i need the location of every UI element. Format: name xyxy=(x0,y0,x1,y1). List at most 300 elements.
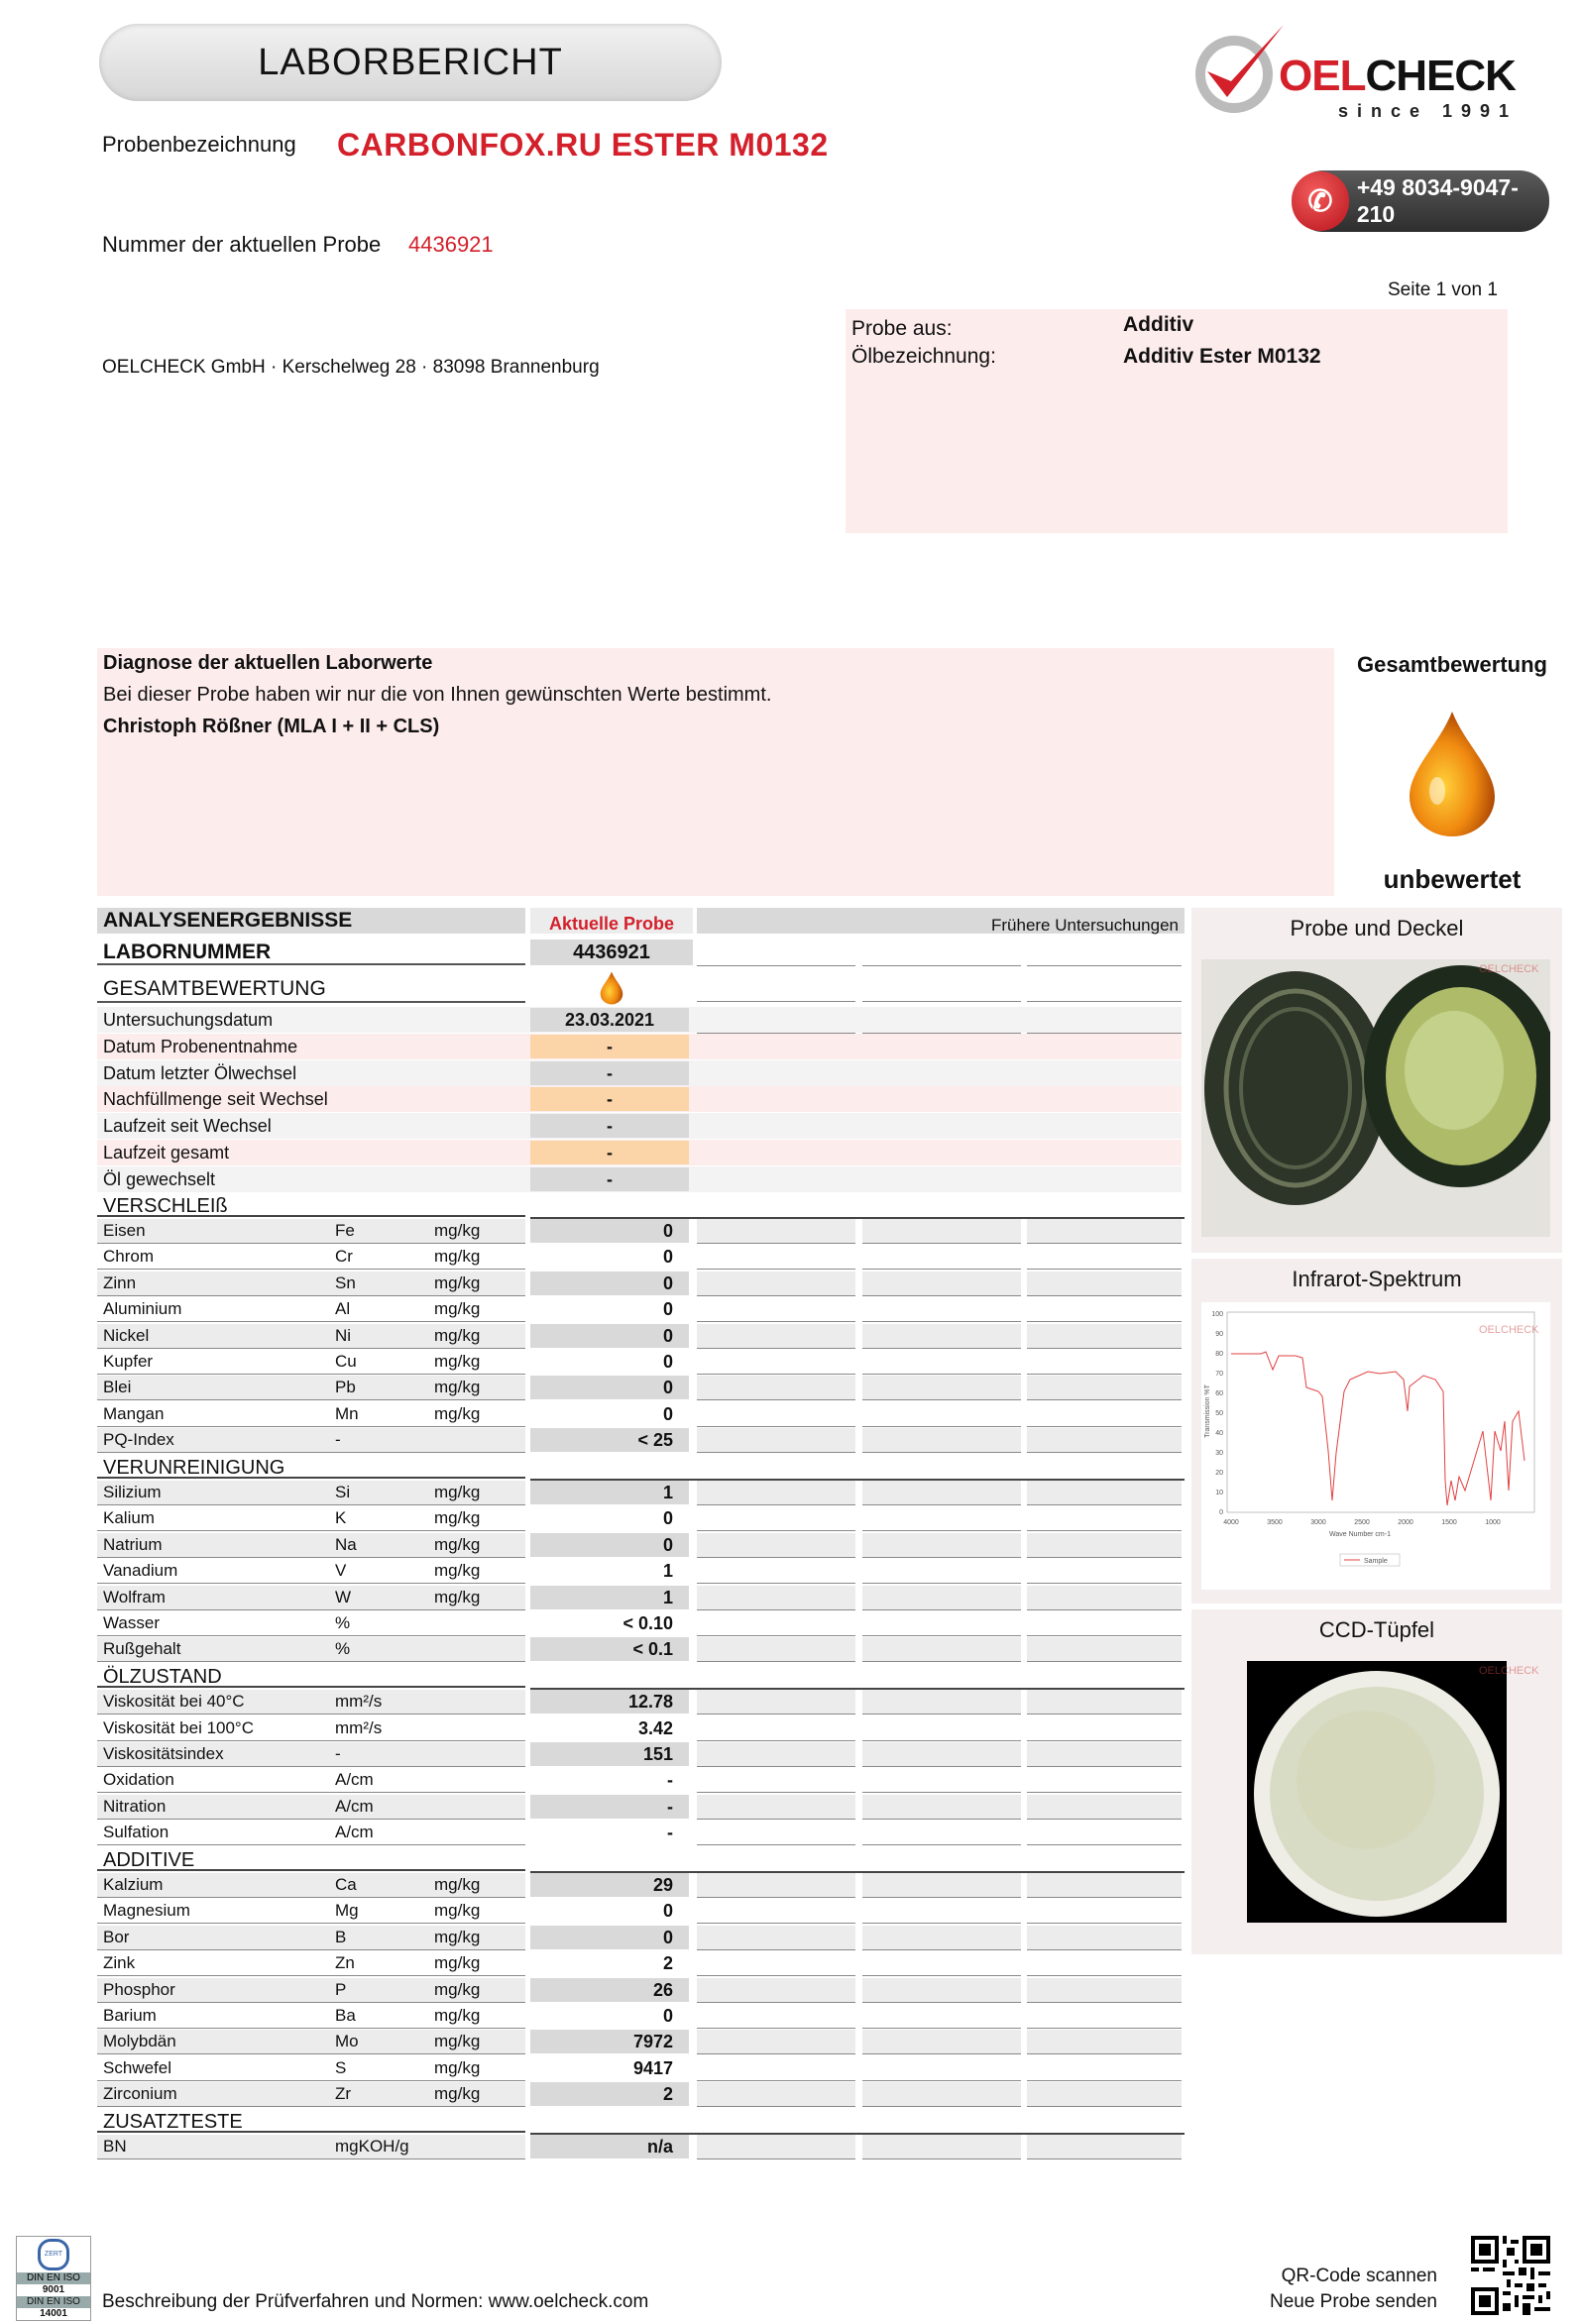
param-value: 0 xyxy=(530,1324,689,1348)
previous-cell xyxy=(862,2082,1021,2107)
previous-cell xyxy=(697,1007,855,1034)
phone-button[interactable] xyxy=(1294,170,1549,232)
previous-cell xyxy=(697,1742,855,1767)
previous-cell xyxy=(862,1272,1021,1296)
previous-cell xyxy=(697,1481,855,1505)
ir-ytick: 90 xyxy=(1215,1331,1223,1338)
param-name: Barium xyxy=(103,2006,157,2025)
param-symbol: mm²/s xyxy=(335,1692,383,1712)
param-name: Blei xyxy=(103,1378,132,1397)
sample-number: 4436921 xyxy=(408,232,494,257)
ir-legend: Sample xyxy=(1364,1558,1388,1565)
previous-cell xyxy=(862,1245,1021,1270)
previous-cell xyxy=(1027,1637,1182,1662)
param-symbol: - xyxy=(335,1430,341,1450)
ir-ytick: 20 xyxy=(1215,1470,1223,1477)
param-unit: mg/kg xyxy=(434,1299,481,1319)
section-header-line xyxy=(530,1457,1185,1481)
param-value: 0 xyxy=(662,1508,673,1529)
table-row xyxy=(97,1506,1182,1532)
previous-cell xyxy=(862,940,1021,966)
probe-info-box xyxy=(846,309,1508,533)
previous-cell xyxy=(862,2030,1021,2054)
previous-cell xyxy=(1027,1324,1182,1349)
param-value: 0 xyxy=(662,1403,673,1424)
previous-cell xyxy=(1027,1611,1182,1636)
param-symbol: A/cm xyxy=(335,1770,374,1790)
previous-cell xyxy=(862,1007,1021,1034)
oil-drop-icon xyxy=(1406,710,1499,843)
qr-code-icon[interactable] xyxy=(1471,2236,1550,2315)
param-value: - xyxy=(667,1823,673,1843)
ccd-panel xyxy=(1191,1609,1562,1954)
param-name: Viskosität bei 100°C xyxy=(103,1717,255,1737)
previous-cell xyxy=(1027,1481,1182,1505)
param-symbol: Al xyxy=(335,1299,351,1319)
previous-cell xyxy=(862,1873,1021,1898)
param-name: Schwefel xyxy=(103,2057,171,2077)
param-name: Zinn xyxy=(103,1273,137,1292)
param-symbol: % xyxy=(335,1613,351,1632)
param-symbol: Zr xyxy=(335,2084,352,2104)
ir-title: Infrarot-Spektrum xyxy=(1292,1267,1462,1291)
param-unit: mg/kg xyxy=(434,1403,481,1423)
previous-cell xyxy=(1027,1899,1182,1924)
table-row xyxy=(97,1481,1182,1506)
param-name: Nickel xyxy=(103,1325,150,1345)
table-row xyxy=(97,1899,1182,1925)
param-name: Phosphor xyxy=(103,1979,175,1999)
param-symbol: A/cm xyxy=(335,1823,374,1842)
ir-ylabel: Transmission %T xyxy=(1204,1384,1211,1438)
previous-cell xyxy=(862,1795,1021,1820)
param-name: Zirconium xyxy=(103,2084,177,2104)
previous-cell xyxy=(697,1272,855,1296)
previous-cell xyxy=(862,1559,1021,1584)
small-drop-icon xyxy=(599,971,624,1010)
param-symbol: Ca xyxy=(335,1875,357,1894)
param-name: Bor xyxy=(103,1927,130,1946)
overall-rating-value: unbewertet xyxy=(1383,864,1522,894)
param-name: Aluminium xyxy=(103,1299,182,1319)
previous-cell xyxy=(862,2004,1021,2029)
previous-cell xyxy=(697,1533,855,1558)
sample-number-label: Nummer der aktuellen Probe xyxy=(102,232,382,257)
section-header: ADDITIVE xyxy=(97,1849,525,1871)
previous-cell xyxy=(1027,1428,1182,1453)
previous-cell xyxy=(862,1611,1021,1636)
previous-cell xyxy=(697,1376,855,1400)
param-symbol: Ni xyxy=(335,1325,352,1345)
previous-cell xyxy=(697,2056,855,2081)
param-name: Kalium xyxy=(103,1508,155,1528)
previous-cell xyxy=(1027,2082,1182,2107)
previous-header: Frühere Untersuchungen xyxy=(697,908,1185,934)
previous-cell xyxy=(697,1690,855,1715)
previous-cell xyxy=(1027,1978,1182,2003)
param-value: 7972 xyxy=(530,2030,689,2053)
param-unit: mg/kg xyxy=(434,1534,481,1554)
param-name: Magnesium xyxy=(103,1901,190,1921)
ir-xtick: 1500 xyxy=(1441,1519,1457,1526)
param-symbol: W xyxy=(335,1587,352,1606)
info-row xyxy=(97,1140,1182,1165)
info-value: - xyxy=(530,1141,689,1164)
info-value: - xyxy=(530,1087,689,1111)
param-value: 0 xyxy=(530,1272,689,1295)
previous-cell xyxy=(1027,1007,1182,1034)
row-band xyxy=(97,2135,525,2159)
ir-chart xyxy=(1201,1302,1550,1590)
previous-cell xyxy=(1027,1376,1182,1400)
labnr-label: LABORNUMMER xyxy=(97,940,525,965)
param-value: 0 xyxy=(530,1219,689,1243)
previous-cell xyxy=(1027,975,1182,1002)
previous-cell xyxy=(862,1402,1021,1427)
previous-cell xyxy=(862,1637,1021,1662)
ir-ytick: 50 xyxy=(1215,1410,1223,1417)
param-symbol: Ba xyxy=(335,2006,356,2025)
param-value: 0 xyxy=(662,1299,673,1320)
previous-cell xyxy=(862,1716,1021,1741)
section-header: VERUNREINIGUNG xyxy=(97,1457,525,1479)
param-unit: mg/kg xyxy=(434,1901,481,1921)
param-value: 26 xyxy=(530,1978,689,2002)
info-label: Laufzeit seit Wechsel xyxy=(103,1116,272,1137)
previous-cell xyxy=(862,1350,1021,1375)
ccd-image xyxy=(1247,1661,1507,1923)
param-symbol: % xyxy=(335,1639,351,1659)
param-name: Rußgehalt xyxy=(103,1639,181,1659)
info-label: Laufzeit gesamt xyxy=(103,1143,230,1162)
section-header: VERSCHLEIß xyxy=(97,1195,525,1217)
previous-cell xyxy=(1027,1821,1182,1845)
previous-cell xyxy=(1027,1219,1182,1244)
ccd-title: CCD-Tüpfel xyxy=(1318,1617,1435,1642)
ir-watermark: OELCHECK xyxy=(1479,1324,1539,1336)
param-name: Nitration xyxy=(103,1796,167,1816)
table-row xyxy=(97,1716,1182,1742)
info-row xyxy=(97,1034,1182,1059)
param-value: 1 xyxy=(530,1481,689,1504)
previous-cell xyxy=(1027,1716,1182,1741)
param-value: 1 xyxy=(530,1586,689,1609)
previous-cell xyxy=(862,1506,1021,1531)
sample-name: CARBONFOX.RU ESTER M0132 xyxy=(337,127,829,163)
previous-cell xyxy=(697,1586,855,1610)
param-symbol: A/cm xyxy=(335,1796,374,1816)
previous-cell xyxy=(862,1899,1021,1924)
previous-cell xyxy=(697,2030,855,2054)
param-value: 0 xyxy=(530,1533,689,1557)
param-unit: mg/kg xyxy=(434,1221,481,1240)
sample-photo xyxy=(1201,959,1550,1237)
param-unit: mg/kg xyxy=(434,1875,481,1894)
info-value: - xyxy=(530,1167,689,1191)
table-row xyxy=(97,1350,1182,1376)
param-name: Wolfram xyxy=(103,1587,166,1606)
table-row xyxy=(97,1821,1182,1846)
previous-cell xyxy=(1027,1768,1182,1793)
param-value: 29 xyxy=(530,1873,689,1897)
param-symbol: Cr xyxy=(335,1247,353,1267)
previous-cell xyxy=(697,1402,855,1427)
section-header: ÖLZUSTAND xyxy=(97,1666,525,1688)
param-name: Chrom xyxy=(103,1247,155,1267)
table-row xyxy=(97,1402,1182,1428)
previous-cell xyxy=(862,1926,1021,1950)
previous-cell xyxy=(862,1951,1021,1976)
param-value: < 0.10 xyxy=(622,1613,673,1633)
previous-cell xyxy=(697,975,855,1002)
previous-cell xyxy=(1027,1402,1182,1427)
cert-din: DIN EN ISO xyxy=(17,2272,90,2284)
previous-cell xyxy=(862,1821,1021,1845)
previous-cell xyxy=(697,1873,855,1898)
previous-cell xyxy=(697,1350,855,1375)
param-value: 0 xyxy=(530,1376,689,1399)
param-name: Silizium xyxy=(103,1483,162,1501)
param-value: 2 xyxy=(662,1953,673,1974)
table-row xyxy=(97,2004,1182,2030)
ir-ytick: 70 xyxy=(1215,1371,1223,1378)
lab-address: OELCHECK GmbH · Kerschelweg 28 · 83098 Brannenburg xyxy=(102,357,600,378)
previous-cell xyxy=(697,1951,855,1976)
oil-name-label: Ölbezeichnung: xyxy=(851,345,996,368)
ir-ytick: 80 xyxy=(1215,1351,1223,1358)
info-label: Öl gewechselt xyxy=(103,1168,216,1189)
param-symbol: P xyxy=(335,1979,347,1999)
footer-description[interactable]: Beschreibung der Prüfverfahren und Normen: www.oelcheck.com xyxy=(102,2291,649,2312)
table-row xyxy=(97,1768,1182,1794)
param-value: 0 xyxy=(662,1352,673,1372)
param-unit: mg/kg xyxy=(434,1953,481,1973)
previous-cell xyxy=(862,2135,1021,2159)
param-name: Viskosität bei 40°C xyxy=(103,1692,245,1712)
table-row xyxy=(97,1533,1182,1559)
table-row xyxy=(97,1428,1182,1454)
previous-cell xyxy=(697,1821,855,1845)
previous-cell xyxy=(862,1324,1021,1349)
previous-cell xyxy=(1027,1926,1182,1950)
cert-14001: 14001 xyxy=(40,2308,67,2319)
table-row xyxy=(97,2056,1182,2082)
table-row xyxy=(97,2030,1182,2055)
info-label: Nachfüllmenge seit Wechsel xyxy=(103,1089,328,1110)
info-row xyxy=(97,1060,1182,1086)
param-unit: mg/kg xyxy=(434,2084,481,2104)
table-row xyxy=(97,1219,1182,1245)
previous-cell xyxy=(697,1219,855,1244)
previous-cell xyxy=(862,975,1021,1002)
ir-panel xyxy=(1191,1259,1562,1604)
previous-cell xyxy=(1027,1559,1182,1584)
param-symbol: V xyxy=(335,1561,347,1581)
table-row xyxy=(97,2082,1182,2108)
info-row xyxy=(97,1166,1182,1192)
ir-ytick: 100 xyxy=(1211,1311,1223,1318)
previous-cell xyxy=(1027,2056,1182,2081)
info-label: Datum Probenentnahme xyxy=(103,1036,298,1056)
param-unit: mg/kg xyxy=(434,1561,481,1581)
table-row xyxy=(97,1637,1182,1663)
previous-cell xyxy=(862,1219,1021,1244)
table-row xyxy=(97,1586,1182,1611)
param-unit: mg/kg xyxy=(434,1979,481,1999)
labnr-value: 4436921 xyxy=(530,940,693,965)
param-value: 0 xyxy=(662,1901,673,1922)
table-row xyxy=(97,1376,1182,1401)
ir-ytick: 40 xyxy=(1215,1430,1223,1437)
cert-din-2: DIN EN ISO xyxy=(17,2296,90,2308)
param-unit: mg/kg xyxy=(434,2032,481,2051)
param-name: Kalzium xyxy=(103,1875,164,1894)
table-row xyxy=(97,1978,1182,2004)
param-value: 2 xyxy=(530,2082,689,2106)
param-name: Viskositätsindex xyxy=(103,1744,224,1763)
param-symbol: Cu xyxy=(335,1352,357,1371)
param-value: 3.42 xyxy=(637,1717,673,1738)
param-symbol: Na xyxy=(335,1534,357,1554)
param-unit: mg/kg xyxy=(434,1247,481,1267)
previous-cell xyxy=(1027,2004,1182,2029)
table-row xyxy=(97,1559,1182,1585)
ir-xtick: 3500 xyxy=(1267,1519,1283,1526)
param-symbol: K xyxy=(335,1508,347,1528)
previous-cell xyxy=(1027,1951,1182,1976)
param-name: Zink xyxy=(103,1953,136,1973)
ir-xtick: 2000 xyxy=(1398,1519,1413,1526)
diagnosis-text: Bei dieser Probe haben wir nur die von Ihnen gewünschten Werte bestimmt. xyxy=(103,684,772,706)
info-value: - xyxy=(530,1035,689,1058)
previous-cell xyxy=(697,1716,855,1741)
overall-rating-row: GESAMTBEWERTUNG xyxy=(97,975,525,1003)
table-row xyxy=(97,1690,1182,1715)
phone-icon: ✆ xyxy=(1292,171,1349,231)
ir-xtick: 2500 xyxy=(1354,1519,1370,1526)
sample-name-label: Probenbezeichnung xyxy=(102,132,296,157)
previous-cell xyxy=(1027,2135,1182,2159)
previous-cell xyxy=(862,1533,1021,1558)
param-name: Eisen xyxy=(103,1221,146,1240)
previous-cell xyxy=(697,1926,855,1950)
param-unit: mg/kg xyxy=(434,1508,481,1528)
section-header-line xyxy=(530,1666,1185,1690)
param-name: Vanadium xyxy=(103,1561,178,1581)
param-value: 9417 xyxy=(632,2057,673,2078)
table-row xyxy=(97,1742,1182,1768)
param-symbol: mgKOH/g xyxy=(335,2137,409,2156)
previous-cell xyxy=(697,1559,855,1584)
section-header-line xyxy=(530,1849,1185,1873)
previous-cell xyxy=(697,1506,855,1531)
oil-name-value: Additiv Ester M0132 xyxy=(1123,345,1321,368)
param-symbol: Mo xyxy=(335,2032,359,2051)
info-value: 23.03.2021 xyxy=(530,1008,689,1032)
photo-watermark: OELCHECK xyxy=(1479,963,1539,975)
param-name: BN xyxy=(103,2137,127,2156)
table-row xyxy=(97,1951,1182,1977)
ir-xlabel: Wave Number cm-1 xyxy=(1329,1531,1391,1538)
previous-cell xyxy=(697,1899,855,1924)
probe-from-value: Additiv xyxy=(1123,313,1194,336)
probe-from-label: Probe aus: xyxy=(851,317,953,340)
previous-cell xyxy=(1027,1586,1182,1610)
cert-9001: 9001 xyxy=(42,2284,65,2295)
param-symbol: Pb xyxy=(335,1378,356,1397)
previous-cell xyxy=(697,2082,855,2107)
param-value: n/a xyxy=(530,2135,689,2158)
table-row xyxy=(97,1873,1182,1899)
overall-rating-title: Gesamtbewertung xyxy=(1357,652,1547,677)
info-value: - xyxy=(530,1061,689,1085)
table-row xyxy=(97,1297,1182,1323)
qr-send-text: Neue Probe senden xyxy=(1269,2291,1437,2312)
previous-cell xyxy=(862,1428,1021,1453)
report-title: LABORBERICHT xyxy=(99,24,722,101)
photo-panel xyxy=(1191,908,1562,1253)
param-value: 0 xyxy=(662,2006,673,2026)
page-indicator: Seite 1 von 1 xyxy=(1388,279,1498,300)
diagnosis-box xyxy=(97,648,1334,896)
previous-cell xyxy=(697,1978,855,2003)
previous-cell xyxy=(1027,1690,1182,1715)
previous-cell xyxy=(862,1481,1021,1505)
param-value: 12.78 xyxy=(530,1690,689,1714)
previous-cell xyxy=(697,1768,855,1793)
ir-ytick: 30 xyxy=(1215,1450,1223,1457)
param-symbol: - xyxy=(335,1744,341,1763)
previous-cell xyxy=(862,2056,1021,2081)
param-symbol: Fe xyxy=(335,1221,355,1240)
previous-cell xyxy=(697,2004,855,2029)
param-symbol: Mn xyxy=(335,1403,359,1423)
param-symbol: Mg xyxy=(335,1901,359,1921)
info-label: Datum letzter Ölwechsel xyxy=(103,1062,297,1083)
previous-cell xyxy=(1027,1272,1182,1296)
previous-cell xyxy=(1027,940,1182,966)
param-symbol: Sn xyxy=(335,1273,356,1292)
previous-cell xyxy=(1027,1506,1182,1531)
param-unit: mg/kg xyxy=(434,1273,481,1292)
previous-cell xyxy=(1027,1742,1182,1767)
ccd-watermark: OELCHECK xyxy=(1479,1665,1539,1677)
param-symbol: mm²/s xyxy=(335,1717,383,1737)
param-name: Sulfation xyxy=(103,1823,169,1842)
iso-certificate xyxy=(16,2236,91,2321)
previous-cell xyxy=(1027,2030,1182,2054)
previous-cell xyxy=(862,1690,1021,1715)
previous-cell xyxy=(697,1611,855,1636)
param-symbol: Zn xyxy=(335,1953,355,1973)
param-unit: mg/kg xyxy=(434,1325,481,1345)
param-value: 0 xyxy=(662,1247,673,1268)
param-name: Mangan xyxy=(103,1403,165,1423)
previous-cell xyxy=(862,1978,1021,2003)
param-unit: mg/kg xyxy=(434,1483,481,1501)
section-header-line xyxy=(530,2111,1185,2135)
previous-cell xyxy=(697,1795,855,1820)
param-value: - xyxy=(530,1795,689,1819)
previous-cell xyxy=(697,1297,855,1322)
param-symbol: S xyxy=(335,2057,347,2077)
param-unit: mg/kg xyxy=(434,1352,481,1371)
param-value: < 0.1 xyxy=(530,1637,689,1661)
section-header: ZUSATZTESTE xyxy=(97,2111,525,2133)
qr-scan-text: QR-Code scannen xyxy=(1281,2266,1437,2286)
previous-cell xyxy=(862,1297,1021,1322)
diagnosis-author: Christoph Rößner (MLA I + II + CLS) xyxy=(103,716,440,737)
